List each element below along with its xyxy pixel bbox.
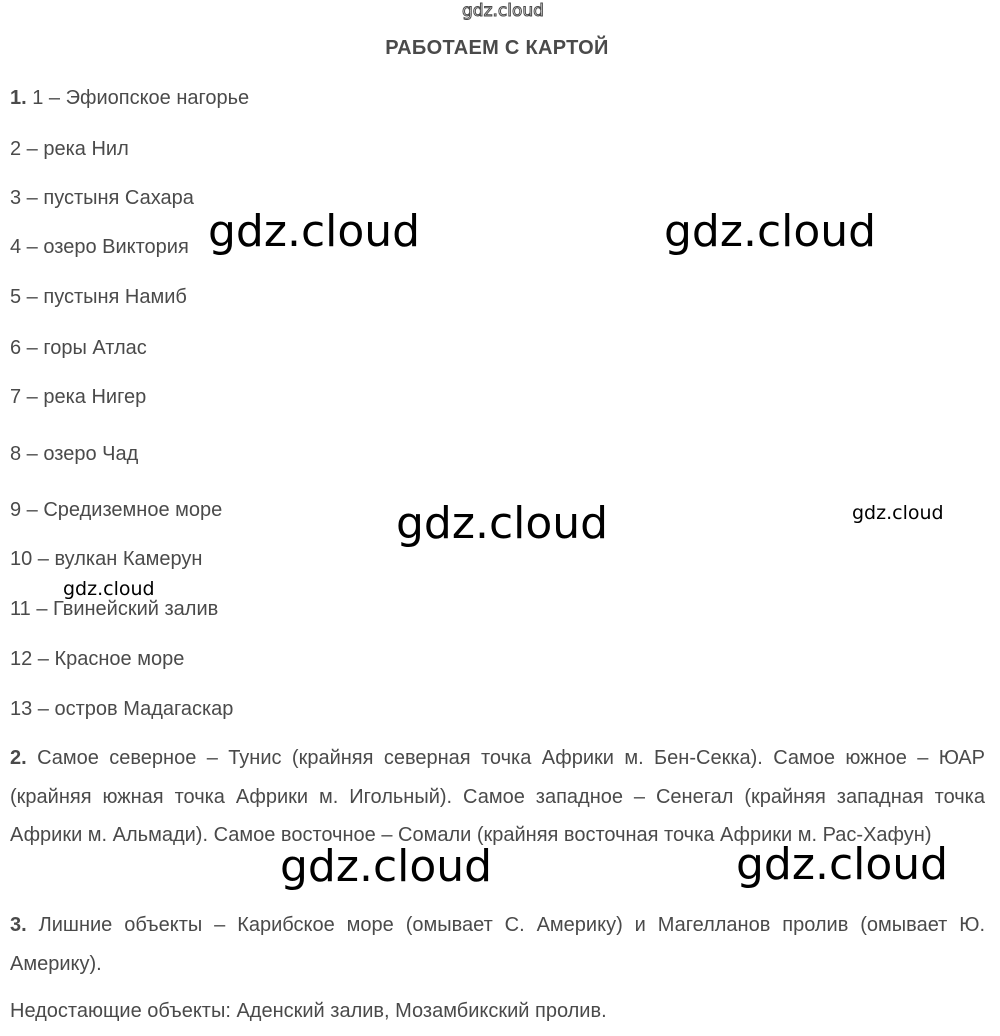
list-item: 4 – озеро Виктория — [10, 236, 189, 258]
list-item: 10 – вулкан Камерун — [10, 548, 203, 570]
section-3-number: 3. — [10, 914, 27, 936]
section-2-text: Самое северное – Тунис (крайняя северная точка Африки м. Бен-Секка). Самое южное – ЮАР (крайняя южная точка Африки м. Игольный). Самое западное – Сенегал (крайняя западная точка Африки м. Альмади). Самое восточное – Сомали (крайняя восточная точка Африки м. Рас-Хафун) — [10, 747, 985, 846]
list-item: 12 – Красное море — [10, 648, 185, 670]
missing-objects-line: Недостающие объекты: Аденский залив, Мозамбикский пролив. — [10, 1000, 607, 1022]
list-item: 3 – пустыня Сахара — [10, 187, 194, 209]
list-item-text: 1 – Эфиопское нагорье — [32, 87, 250, 109]
list-item: 11 – Гвинейский залив — [10, 598, 219, 620]
list-item: 6 – горы Атлас — [10, 337, 147, 359]
list-item: 5 – пустыня Намиб — [10, 286, 187, 308]
section-3-text: Лишние объекты – Карибское море (омывает С. Америку) и Магелланов пролив (омывает Ю. Америку). — [10, 914, 985, 975]
watermark-top: gdz.cloud — [462, 1, 544, 21]
page-title: РАБОТАЕМ С КАРТОЙ — [385, 37, 609, 59]
list-item: 8 – озеро Чад — [10, 443, 139, 465]
section-2-number: 2. — [10, 747, 27, 769]
list-item: 9 – Средиземное море — [10, 499, 223, 521]
list-item — [10, 87, 249, 110]
watermark: gdz.cloud — [664, 206, 877, 257]
watermark: gdz.cloud — [396, 498, 609, 549]
watermark: gdz.cloud — [208, 206, 421, 257]
list-item: 13 – остров Мадагаскар — [10, 698, 234, 720]
list-item: 7 – река Нигер — [10, 386, 147, 408]
section-2-paragraph — [10, 739, 985, 855]
section-3-paragraph — [10, 906, 985, 983]
watermark: gdz.cloud — [280, 841, 493, 892]
watermark: gdz.cloud — [63, 578, 155, 600]
watermark: gdz.cloud — [736, 839, 949, 890]
list-item: 2 – река Нил — [10, 138, 129, 160]
watermark: gdz.cloud — [852, 502, 944, 524]
section-1-number: 1. — [10, 87, 27, 109]
